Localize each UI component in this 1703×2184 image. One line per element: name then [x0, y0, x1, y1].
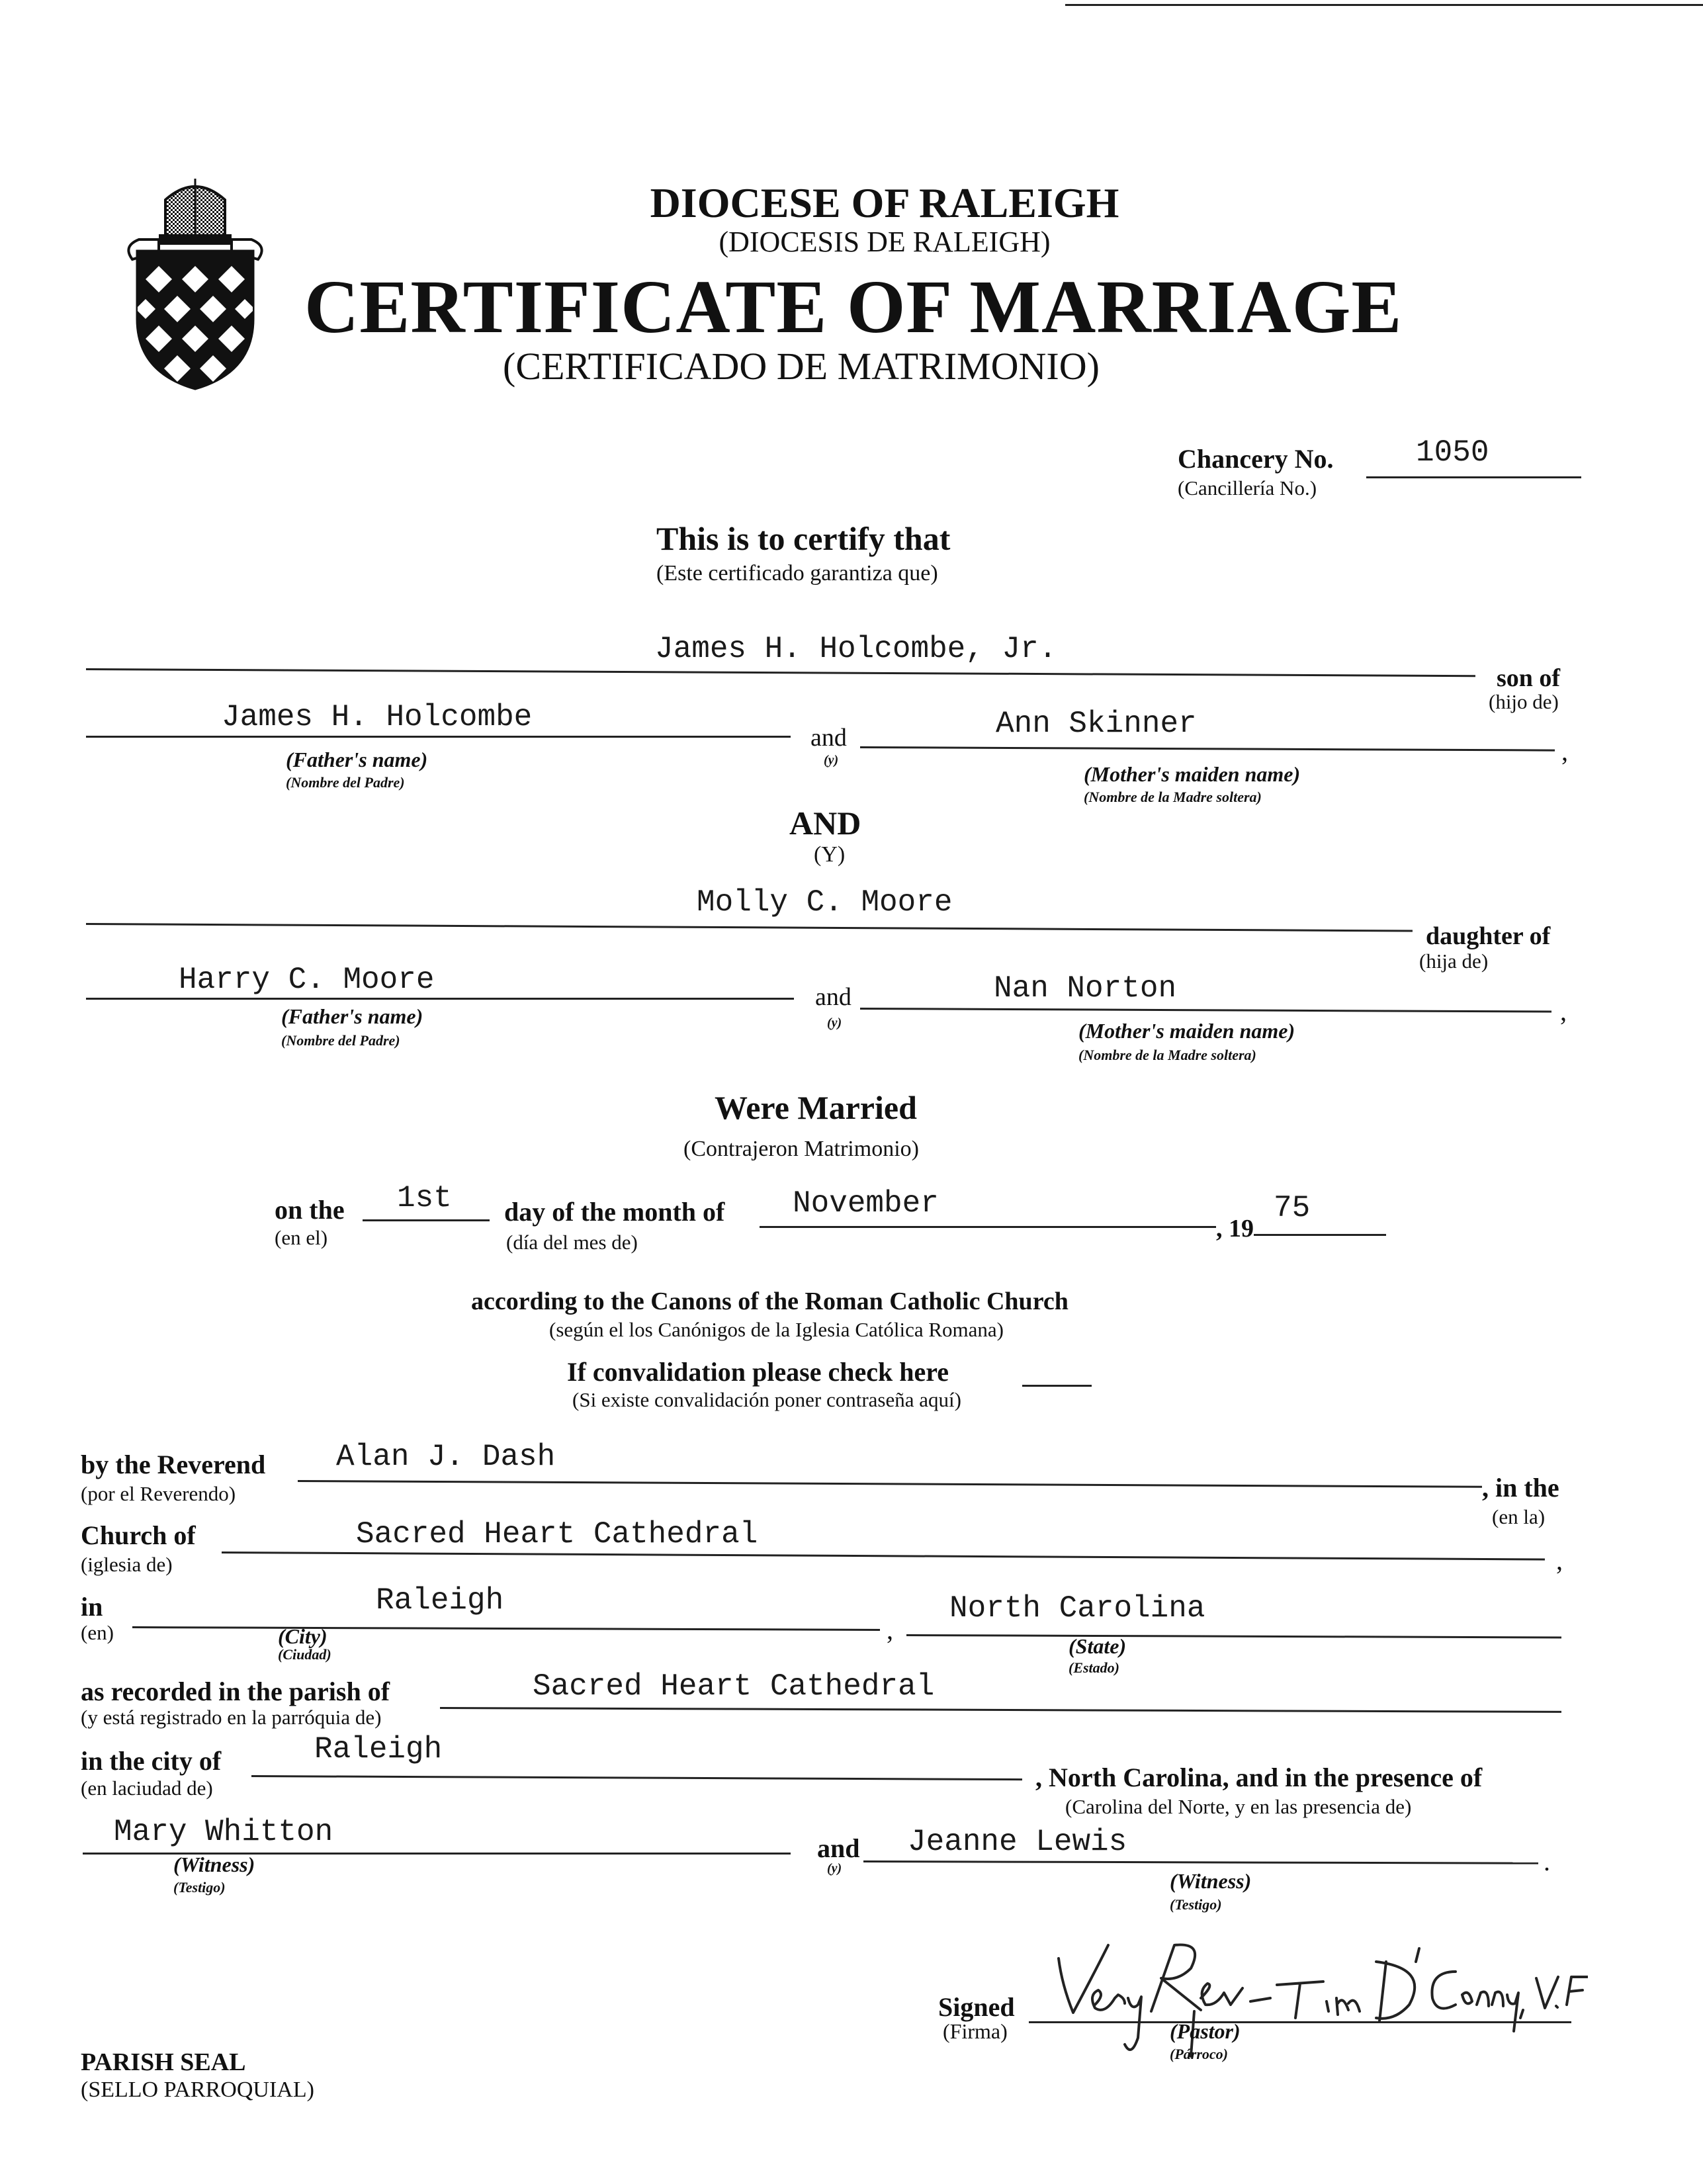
state-name: North Carolina [949, 1591, 1205, 1626]
and-label-es-3: (y) [827, 1861, 842, 1876]
convalidation-checkbox-line[interactable] [1022, 1385, 1092, 1387]
reverend-label: by the Reverend [81, 1450, 266, 1479]
mothers-name-label-es: (Nombre de la Madre soltera) [1084, 789, 1262, 805]
bride-line [86, 923, 1413, 932]
city-line [132, 1626, 880, 1631]
diocese-title-es: (DIOCESIS DE RALEIGH) [719, 226, 1051, 258]
certificate-title: CERTIFICATE OF MARRIAGE [304, 265, 1403, 349]
recorded-city-name: Raleigh [314, 1732, 443, 1767]
marriage-month: November [793, 1186, 939, 1221]
in-the-label-es: (en la) [1492, 1505, 1546, 1528]
were-married-label-es: (Contrajeron Matrimonio) [683, 1137, 919, 1161]
church-line [222, 1551, 1545, 1560]
fathers-name-label-es-2: (Nombre del Padre) [281, 1032, 400, 1049]
chancery-line [1366, 476, 1581, 478]
pastor-label-es: (Párroco) [1170, 2046, 1228, 2062]
fathers-name-label: (Father's name) [286, 748, 428, 771]
bride-father-name: Harry C. Moore [179, 963, 435, 997]
church-name: Sacred Heart Cathedral [356, 1517, 758, 1551]
groom-father-line [86, 736, 791, 738]
witness-1-label: (Witness) [173, 1853, 255, 1876]
witness-2-label-es: (Testigo) [1170, 1896, 1222, 1913]
were-married-label: Were Married [715, 1089, 917, 1126]
reverend-line [298, 1480, 1482, 1488]
parish-name: Sacred Heart Cathedral [533, 1669, 935, 1704]
and-label-es: (y) [824, 753, 839, 767]
parish-label: as recorded in the parish of [81, 1677, 390, 1706]
and-label-3: and [817, 1833, 860, 1863]
chancery-number: 1050 [1416, 435, 1489, 470]
mothers-name-label-2: (Mother's maiden name) [1078, 1019, 1295, 1043]
bride-name: Molly C. Moore [697, 885, 953, 920]
parish-line [440, 1707, 1561, 1713]
groom-mother-line [860, 746, 1555, 752]
reverend-label-es: (por el Reverendo) [81, 1482, 236, 1505]
groom-father-name: James H. Holcombe [222, 700, 533, 734]
groom-name: James H. Holcombe, Jr. [655, 632, 1057, 666]
signed-label: Signed [938, 1992, 1015, 2022]
state-label-es: (Estado) [1069, 1659, 1119, 1676]
scan-edge-line [1065, 4, 1703, 6]
city-label: (City) [278, 1624, 328, 1648]
witness-2-line [863, 1860, 1538, 1864]
bride-mother-name: Nan Norton [994, 971, 1177, 1006]
day-line [363, 1219, 490, 1221]
certificate-title-es: (CERTIFICADO DE MATRIMONIO) [503, 345, 1100, 388]
and-divider-es: (Y) [814, 842, 846, 867]
in-label: in [81, 1592, 103, 1622]
parish-label-es: (y está registrado en la parróquia de) [81, 1706, 382, 1729]
diocese-title: DIOCESE OF RALEIGH [650, 179, 1119, 226]
church-of-label-es: (iglesia de) [81, 1553, 173, 1576]
canons-label: according to the Canons of the Roman Catholic Church [471, 1288, 1069, 1315]
signed-label-es: (Firma) [943, 2019, 1008, 2043]
recorded-city-line [251, 1775, 1022, 1780]
witness-1-label-es: (Testigo) [173, 1879, 226, 1896]
year-line [1254, 1234, 1386, 1236]
pastor-label: (Pastor) [1170, 2019, 1241, 2043]
witness-period: . [1544, 1847, 1550, 1876]
mothers-name-label-es-2: (Nombre de la Madre soltera) [1078, 1047, 1256, 1063]
parish-seal-label: PARISH SEAL [81, 2048, 246, 2076]
century-label: , 19 [1216, 1215, 1254, 1243]
north-carolina-presence-label: , North Carolina, and in the presence of [1035, 1763, 1483, 1792]
chancery-label-es: (Cancillería No.) [1178, 476, 1317, 500]
witness-2-label: (Witness) [1170, 1869, 1252, 1893]
city-of-label-es: (en laciudad de) [81, 1776, 213, 1800]
bride-father-line [86, 998, 794, 1000]
city-label-es: (Ciudad) [278, 1646, 331, 1663]
church-of-label: Church of [81, 1520, 196, 1550]
certify-label: This is to certify that [656, 520, 951, 557]
son-of-label: son of [1497, 664, 1561, 692]
state-label: (State) [1069, 1634, 1127, 1658]
on-the-label-es: (en el) [275, 1226, 328, 1249]
marriage-year: 75 [1274, 1191, 1311, 1225]
city-name: Raleigh [376, 1583, 504, 1618]
son-of-label-es: (hijo de) [1489, 690, 1559, 713]
certify-label-es: (Este certificado garantiza que) [656, 561, 938, 586]
groom-comma: , [1561, 736, 1568, 766]
witness-1-name: Mary Whitton [114, 1815, 333, 1849]
canons-label-es: (según el los Canónigos de la Iglesia Católica Romana) [549, 1318, 1004, 1341]
day-of-month-label: day of the month of [504, 1197, 725, 1227]
on-the-label: on the [275, 1195, 345, 1225]
city-comma: , [887, 1615, 893, 1645]
mothers-name-label: (Mother's maiden name) [1084, 762, 1301, 786]
and-label-2: and [815, 983, 852, 1011]
fathers-name-label-es: (Nombre del Padre) [286, 774, 405, 791]
church-comma: , [1556, 1546, 1563, 1575]
convalidation-label-es: (Si existe convalidación poner contraseña aquí) [572, 1388, 961, 1411]
daughter-of-label: daughter of [1426, 922, 1551, 950]
and-label: and [810, 724, 847, 752]
and-label-es-2: (y) [827, 1016, 842, 1030]
in-label-es: (en) [81, 1621, 114, 1644]
bride-mother-line [860, 1008, 1551, 1013]
daughter-of-label-es: (hija de) [1419, 949, 1489, 973]
groom-mother-name: Ann Skinner [996, 707, 1197, 741]
pastor-signature [1032, 1932, 1588, 2064]
chancery-label: Chancery No. [1178, 444, 1334, 474]
parish-seal-label-es: (SELLO PARROQUIAL) [81, 2077, 314, 2102]
day-of-month-label-es: (día del mes de) [506, 1231, 638, 1254]
city-of-label: in the city of [81, 1746, 222, 1776]
convalidation-label: If convalidation please check here [567, 1357, 949, 1387]
in-the-label: , in the [1482, 1473, 1559, 1503]
witness-2-name: Jeanne Lewis [908, 1825, 1127, 1859]
state-line [906, 1634, 1561, 1638]
month-line [760, 1226, 1216, 1228]
and-divider: AND [789, 805, 861, 842]
marriage-day: 1st [397, 1181, 452, 1215]
reverend-name: Alan J. Dash [336, 1440, 556, 1474]
bride-comma: , [1560, 996, 1567, 1026]
groom-line [86, 668, 1475, 677]
fathers-name-label-2: (Father's name) [281, 1004, 423, 1028]
north-carolina-presence-label-es: (Carolina del Norte, y en las presencia de) [1065, 1795, 1412, 1818]
